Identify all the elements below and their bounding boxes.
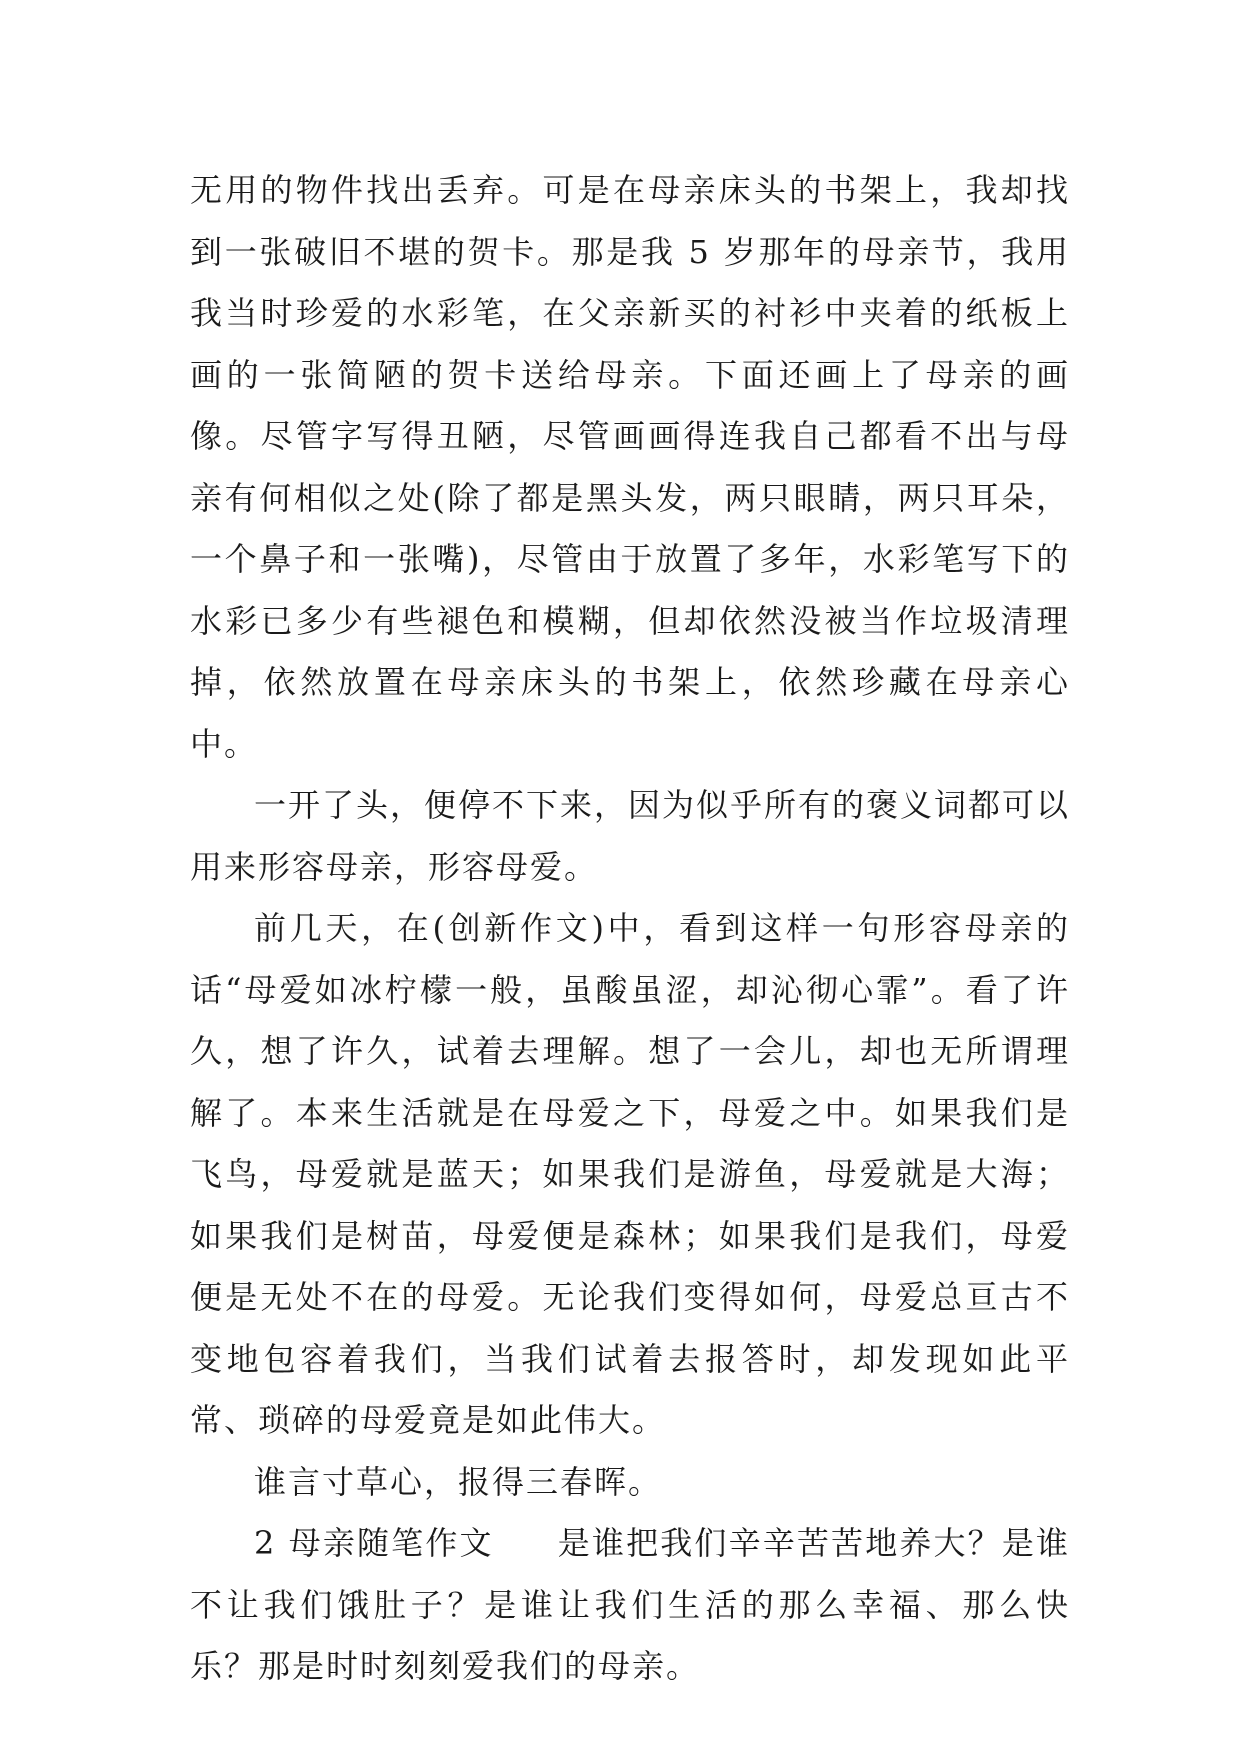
paragraph-4: 谁言寸草心，报得三春晖。	[254, 1462, 663, 1501]
paragraph-2: 一开了头，便停不下来，因为似乎所有的褒义词都可以用来形容母亲，形容母爱。	[190, 786, 1071, 886]
body-text	[190, 160, 1070, 1698]
section-paragraph	[190, 1513, 1070, 1698]
paragraph-3: 前几天，在(创新作文)中，看到这样一句形容母亲的话“母爱如冰柠檬一般，虽酸虽涩，却沁彻心霏”。看了许久，想了许久，试着去理解。想了一会儿，却也无所谓理解了。本来生活就是在母爱之下，母爱之中。如果我们是飞鸟，母爱就是蓝天；如果我们是游鱼，母爱就是大海；如果我们是树苗，母爱便是森林；如果我们是我们，母爱便是无处不在的母爱。无论我们变得如何，母爱总亘古不变地包容着我们，当我们试着去报答时，却发现如此平常、琐碎的母爱竟是如此伟大。	[190, 909, 1070, 1439]
paragraph-1: 无用的物件找出丢弃。可是在母亲床头的书架上，我却找到一张破旧不堪的贺卡。那是我 5 岁那年的母亲节，我用我当时珍爱的水彩笔，在父亲新买的衬衫中夹着的纸板上画的一张简陋的贺卡送给母亲。下面还画上了母亲的画像。尽管字写得丑陋，尽管画画得连我自己都看不出与母亲有何相似之处(除了都是黑头发，两只眼睛，两只耳朵，一个鼻子和一张嘴)，尽管由于放置了多年，水彩笔写下的水彩已多少有些褪色和模糊，但却依然没被当作垃圾清理掉，依然放置在母亲床头的书架上，依然珍藏在母亲心中。	[190, 171, 1070, 763]
section-heading: 2 母亲随笔作文	[254, 1524, 494, 1562]
section-text: 是谁把我们辛辛苦苦地养大？是谁不让我们饿肚子？是谁让我们生活的那么幸福、那么快乐？那是时时刻刻爱我们的母亲。	[190, 1524, 1070, 1685]
